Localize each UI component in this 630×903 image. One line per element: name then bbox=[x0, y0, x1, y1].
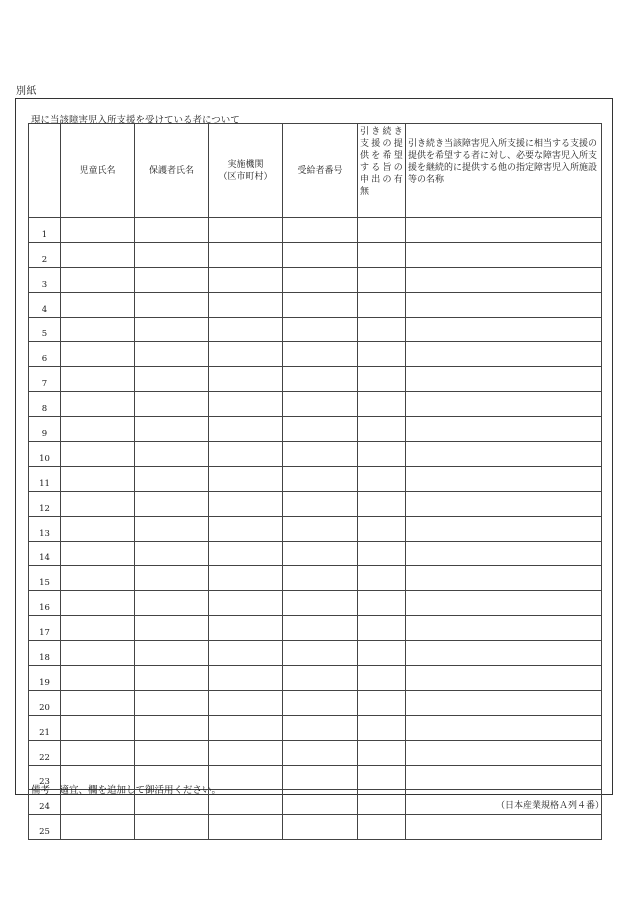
row-number: 4 bbox=[29, 292, 61, 317]
cell-facility-name[interactable] bbox=[406, 591, 602, 616]
cell-facility-name[interactable] bbox=[406, 740, 602, 765]
cell-guardian-name[interactable] bbox=[135, 566, 209, 591]
cell-child-name[interactable] bbox=[61, 491, 135, 516]
cell-guardian-name[interactable] bbox=[135, 417, 209, 442]
cell-facility-name[interactable] bbox=[406, 516, 602, 541]
cell-recipient-number[interactable] bbox=[283, 417, 358, 442]
row-number: 13 bbox=[29, 516, 61, 541]
cell-recipient-number[interactable] bbox=[283, 342, 358, 367]
cell-recipient-number[interactable] bbox=[283, 267, 358, 292]
cell-facility-name[interactable] bbox=[406, 641, 602, 666]
header-child-name: 児童氏名 bbox=[61, 124, 135, 218]
cell-child-name[interactable] bbox=[61, 641, 135, 666]
cell-continuation[interactable] bbox=[358, 292, 406, 317]
table-row bbox=[29, 491, 602, 516]
cell-continuation[interactable] bbox=[358, 765, 406, 790]
row-number: 7 bbox=[29, 367, 61, 392]
cell-facility-name[interactable] bbox=[406, 765, 602, 790]
cell-recipient-number[interactable] bbox=[283, 541, 358, 566]
cell-recipient-number[interactable] bbox=[283, 392, 358, 417]
header-continuation: 引き続き支援の提供を希望する旨の申出の有無 bbox=[358, 124, 406, 218]
cell-child-name[interactable] bbox=[61, 591, 135, 616]
cell-continuation[interactable] bbox=[358, 690, 406, 715]
table-row bbox=[29, 690, 602, 715]
cell-recipient-number[interactable] bbox=[283, 242, 358, 267]
row-number: 18 bbox=[29, 641, 61, 666]
row-number: 14 bbox=[29, 541, 61, 566]
table-row bbox=[29, 666, 602, 691]
row-number: 24 bbox=[29, 790, 61, 815]
cell-guardian-name[interactable] bbox=[135, 342, 209, 367]
row-number: 11 bbox=[29, 466, 61, 491]
table-row bbox=[29, 591, 602, 616]
cell-recipient-number[interactable] bbox=[283, 516, 358, 541]
cell-facility-name[interactable] bbox=[406, 342, 602, 367]
table-row bbox=[29, 242, 602, 267]
table-row bbox=[29, 392, 602, 417]
cell-continuation[interactable] bbox=[358, 392, 406, 417]
cell-facility-name[interactable] bbox=[406, 715, 602, 740]
cell-agency[interactable] bbox=[209, 591, 283, 616]
cell-child-name[interactable] bbox=[61, 317, 135, 342]
cell-facility-name[interactable] bbox=[406, 815, 602, 840]
cell-facility-name[interactable] bbox=[406, 392, 602, 417]
cell-guardian-name[interactable] bbox=[135, 218, 209, 243]
cell-guardian-name[interactable] bbox=[135, 641, 209, 666]
cell-child-name[interactable] bbox=[61, 566, 135, 591]
cell-guardian-name[interactable] bbox=[135, 690, 209, 715]
cell-continuation[interactable] bbox=[358, 641, 406, 666]
cell-guardian-name[interactable] bbox=[135, 466, 209, 491]
table-row bbox=[29, 541, 602, 566]
table-row bbox=[29, 516, 602, 541]
cell-agency[interactable] bbox=[209, 267, 283, 292]
cell-agency[interactable] bbox=[209, 292, 283, 317]
row-number: 17 bbox=[29, 616, 61, 641]
table-row bbox=[29, 815, 602, 840]
cell-continuation[interactable] bbox=[358, 715, 406, 740]
cell-facility-name[interactable] bbox=[406, 417, 602, 442]
cell-agency[interactable] bbox=[209, 417, 283, 442]
cell-agency[interactable] bbox=[209, 442, 283, 467]
cell-child-name[interactable] bbox=[61, 815, 135, 840]
cell-agency[interactable] bbox=[209, 491, 283, 516]
cell-continuation[interactable] bbox=[358, 342, 406, 367]
table-row bbox=[29, 641, 602, 666]
cell-facility-name[interactable] bbox=[406, 218, 602, 243]
cell-facility-name[interactable] bbox=[406, 367, 602, 392]
cell-guardian-name[interactable] bbox=[135, 491, 209, 516]
cell-continuation[interactable] bbox=[358, 317, 406, 342]
table-row bbox=[29, 566, 602, 591]
cell-continuation[interactable] bbox=[358, 616, 406, 641]
table-row bbox=[29, 292, 602, 317]
row-number: 23 bbox=[29, 765, 61, 790]
cell-continuation[interactable] bbox=[358, 815, 406, 840]
row-number: 6 bbox=[29, 342, 61, 367]
cell-guardian-name[interactable] bbox=[135, 516, 209, 541]
cell-child-name[interactable] bbox=[61, 466, 135, 491]
cell-recipient-number[interactable] bbox=[283, 690, 358, 715]
row-number: 10 bbox=[29, 442, 61, 467]
header-agency-line1: 実施機関 bbox=[227, 159, 264, 170]
table-row bbox=[29, 218, 602, 243]
cell-facility-name[interactable] bbox=[406, 491, 602, 516]
sheet-label: 別紙 bbox=[16, 86, 37, 97]
row-number: 3 bbox=[29, 267, 61, 292]
cell-agency[interactable] bbox=[209, 566, 283, 591]
cell-facility-name[interactable] bbox=[406, 690, 602, 715]
cell-recipient-number[interactable] bbox=[283, 566, 358, 591]
cell-facility-name[interactable] bbox=[406, 541, 602, 566]
cell-recipient-number[interactable] bbox=[283, 491, 358, 516]
cell-child-name[interactable] bbox=[61, 342, 135, 367]
cell-continuation[interactable] bbox=[358, 242, 406, 267]
header-row bbox=[29, 124, 602, 218]
cell-facility-name[interactable] bbox=[406, 466, 602, 491]
table-row bbox=[29, 466, 602, 491]
cell-continuation[interactable] bbox=[358, 591, 406, 616]
paper-size-note: （日本産業規格Ａ列４番） bbox=[495, 801, 604, 811]
cell-facility-name[interactable] bbox=[406, 616, 602, 641]
cell-agency[interactable] bbox=[209, 392, 283, 417]
table-caption: 現に当該障害児入所支援を受けている者について bbox=[31, 115, 240, 126]
cell-facility-name[interactable] bbox=[406, 242, 602, 267]
cell-agency[interactable] bbox=[209, 242, 283, 267]
cell-child-name[interactable] bbox=[61, 367, 135, 392]
cell-continuation[interactable] bbox=[358, 442, 406, 467]
cell-facility-name[interactable] bbox=[406, 442, 602, 467]
cell-continuation[interactable] bbox=[358, 790, 406, 815]
registration-table bbox=[28, 123, 602, 840]
header-number bbox=[29, 124, 61, 218]
table-row bbox=[29, 442, 602, 467]
cell-child-name[interactable] bbox=[61, 616, 135, 641]
cell-guardian-name[interactable] bbox=[135, 591, 209, 616]
cell-recipient-number[interactable] bbox=[283, 466, 358, 491]
row-number: 15 bbox=[29, 566, 61, 591]
cell-child-name[interactable] bbox=[61, 267, 135, 292]
cell-recipient-number[interactable] bbox=[283, 715, 358, 740]
cell-facility-name[interactable] bbox=[406, 267, 602, 292]
cell-child-name[interactable] bbox=[61, 292, 135, 317]
cell-facility-name[interactable] bbox=[406, 292, 602, 317]
cell-guardian-name[interactable] bbox=[135, 242, 209, 267]
cell-recipient-number[interactable] bbox=[283, 740, 358, 765]
row-number: 22 bbox=[29, 740, 61, 765]
cell-facility-name[interactable] bbox=[406, 317, 602, 342]
header-facility-name: 引き続き当該障害児入所支援に相当する支援の提供を希望する者に対し、必要な障害児入所支援を継続的に提供する他の指定障害児入所施設等の名称 bbox=[406, 124, 602, 218]
table-row bbox=[29, 417, 602, 442]
cell-recipient-number[interactable] bbox=[283, 218, 358, 243]
cell-recipient-number[interactable] bbox=[283, 666, 358, 691]
row-number: 1 bbox=[29, 218, 61, 243]
cell-continuation[interactable] bbox=[358, 541, 406, 566]
cell-child-name[interactable] bbox=[61, 242, 135, 267]
row-number: 2 bbox=[29, 242, 61, 267]
row-number: 25 bbox=[29, 815, 61, 840]
cell-facility-name[interactable] bbox=[406, 566, 602, 591]
table-row bbox=[29, 267, 602, 292]
cell-continuation[interactable] bbox=[358, 367, 406, 392]
cell-agency[interactable] bbox=[209, 541, 283, 566]
cell-agency[interactable] bbox=[209, 666, 283, 691]
table-row bbox=[29, 616, 602, 641]
cell-agency[interactable] bbox=[209, 367, 283, 392]
row-number: 9 bbox=[29, 417, 61, 442]
cell-agency[interactable] bbox=[209, 740, 283, 765]
cell-continuation[interactable] bbox=[358, 417, 406, 442]
cell-continuation[interactable] bbox=[358, 267, 406, 292]
table-row bbox=[29, 715, 602, 740]
cell-guardian-name[interactable] bbox=[135, 442, 209, 467]
cell-guardian-name[interactable] bbox=[135, 715, 209, 740]
cell-agency[interactable] bbox=[209, 815, 283, 840]
row-number: 19 bbox=[29, 666, 61, 691]
header-agency-line2: （区市町村） bbox=[218, 171, 273, 182]
cell-agency[interactable] bbox=[209, 690, 283, 715]
cell-child-name[interactable] bbox=[61, 666, 135, 691]
cell-guardian-name[interactable] bbox=[135, 317, 209, 342]
cell-continuation[interactable] bbox=[358, 491, 406, 516]
cell-guardian-name[interactable] bbox=[135, 740, 209, 765]
cell-recipient-number[interactable] bbox=[283, 641, 358, 666]
row-number: 21 bbox=[29, 715, 61, 740]
cell-child-name[interactable] bbox=[61, 218, 135, 243]
cell-recipient-number[interactable] bbox=[283, 442, 358, 467]
cell-recipient-number[interactable] bbox=[283, 790, 358, 815]
cell-child-name[interactable] bbox=[61, 392, 135, 417]
cell-child-name[interactable] bbox=[61, 740, 135, 765]
cell-child-name[interactable] bbox=[61, 442, 135, 467]
cell-continuation[interactable] bbox=[358, 740, 406, 765]
cell-child-name[interactable] bbox=[61, 541, 135, 566]
cell-recipient-number[interactable] bbox=[283, 765, 358, 790]
cell-guardian-name[interactable] bbox=[135, 292, 209, 317]
cell-guardian-name[interactable] bbox=[135, 392, 209, 417]
cell-facility-name[interactable] bbox=[406, 666, 602, 691]
cell-recipient-number[interactable] bbox=[283, 292, 358, 317]
cell-guardian-name[interactable] bbox=[135, 666, 209, 691]
cell-recipient-number[interactable] bbox=[283, 317, 358, 342]
cell-child-name[interactable] bbox=[61, 715, 135, 740]
row-number: 5 bbox=[29, 317, 61, 342]
row-number: 16 bbox=[29, 591, 61, 616]
header-recipient-number: 受給者番号 bbox=[283, 124, 358, 218]
cell-recipient-number[interactable] bbox=[283, 591, 358, 616]
cell-recipient-number[interactable] bbox=[283, 616, 358, 641]
cell-continuation[interactable] bbox=[358, 466, 406, 491]
cell-child-name[interactable] bbox=[61, 417, 135, 442]
row-number: 20 bbox=[29, 690, 61, 715]
cell-continuation[interactable] bbox=[358, 516, 406, 541]
cell-agency[interactable] bbox=[209, 342, 283, 367]
table-row bbox=[29, 317, 602, 342]
cell-guardian-name[interactable] bbox=[135, 815, 209, 840]
cell-agency[interactable] bbox=[209, 218, 283, 243]
table-row bbox=[29, 342, 602, 367]
cell-continuation[interactable] bbox=[358, 666, 406, 691]
cell-continuation[interactable] bbox=[358, 566, 406, 591]
cell-recipient-number[interactable] bbox=[283, 367, 358, 392]
row-number: 12 bbox=[29, 491, 61, 516]
cell-guardian-name[interactable] bbox=[135, 267, 209, 292]
header-guardian-name: 保護者氏名 bbox=[135, 124, 209, 218]
row-number: 8 bbox=[29, 392, 61, 417]
cell-recipient-number[interactable] bbox=[283, 815, 358, 840]
cell-agency[interactable] bbox=[209, 715, 283, 740]
cell-agency[interactable] bbox=[209, 516, 283, 541]
cell-child-name[interactable] bbox=[61, 516, 135, 541]
cell-agency[interactable] bbox=[209, 317, 283, 342]
cell-child-name[interactable] bbox=[61, 690, 135, 715]
table-row bbox=[29, 367, 602, 392]
cell-agency[interactable] bbox=[209, 641, 283, 666]
remarks-note: 備考 適宜、欄を追加して御活用ください。 bbox=[31, 785, 222, 796]
cell-guardian-name[interactable] bbox=[135, 541, 209, 566]
cell-agency[interactable] bbox=[209, 466, 283, 491]
cell-continuation[interactable] bbox=[358, 218, 406, 243]
cell-guardian-name[interactable] bbox=[135, 367, 209, 392]
header-agency bbox=[209, 124, 283, 218]
table-row bbox=[29, 740, 602, 765]
cell-guardian-name[interactable] bbox=[135, 616, 209, 641]
cell-agency[interactable] bbox=[209, 616, 283, 641]
